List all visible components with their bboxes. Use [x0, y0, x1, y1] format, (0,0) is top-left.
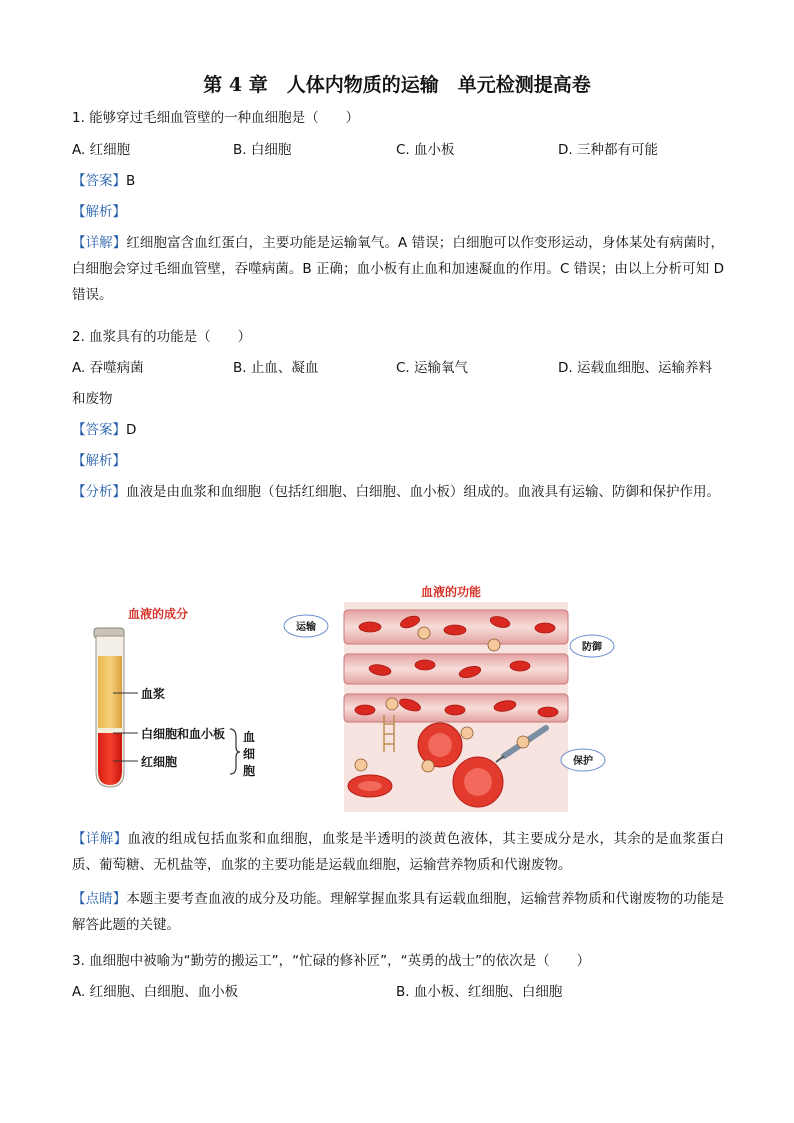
test-tube	[94, 628, 124, 787]
q2-point	[72, 886, 724, 938]
q2-analysis-tag: 【解析】	[72, 453, 126, 469]
label-blood-cells-3: 胞	[243, 764, 256, 778]
transport-label	[284, 615, 328, 637]
q2-option-a: A. 吞噬病菌	[72, 360, 144, 376]
q1-analysis-tag: 【解析】	[72, 204, 126, 220]
q2-detail-tag: 【详解】	[72, 831, 128, 847]
q2-detail	[72, 826, 724, 878]
q2-option-c: C. 运输氧气	[396, 360, 469, 376]
vessel-illustration	[344, 602, 568, 812]
label-blood-cells-1: 血	[243, 730, 256, 744]
label-rbc: 红细胞	[141, 755, 178, 769]
protect-label	[561, 749, 605, 771]
defense-label	[570, 635, 614, 657]
q3-option-b: B. 血小板、红细胞、白细胞	[396, 984, 563, 1000]
q2-fenxi-text: 血液是由血浆和血细胞（包括红细胞、白细胞、血小板）组成的。血液具有运输、防御和保护作用。	[126, 484, 720, 500]
q2-answer: D	[126, 422, 137, 438]
q1-option-d: D. 三种都有可能	[558, 142, 658, 158]
q1-option-c: C. 血小板	[396, 142, 455, 158]
q1-option-b: B. 白细胞	[233, 142, 292, 158]
q2-option-d: D. 运载血细胞、运输养料	[558, 360, 712, 376]
page-title: 第 4 章 人体内物质的运输 单元检测提高卷	[203, 74, 591, 96]
q1-detail-text: 红细胞富含血红蛋白，主要功能是运输氧气。A 错误；白细胞可以作变形运动，身体某处有病菌时，白细胞会穿过毛细血管壁，吞噬病菌。B 正确；血小板有止血和加速凝血的作用。C 错误；由以上分析可知 D 错误。	[72, 235, 724, 303]
label-protect: 保护	[573, 756, 593, 767]
right-figure-title: 血液的功能	[421, 585, 482, 599]
label-defense: 防御	[582, 642, 602, 653]
label-wbc-platelet: 白细胞和血小板	[141, 727, 226, 741]
q2-option-d-cont: 和废物	[72, 391, 113, 407]
q2-answer-tag: 【答案】	[72, 422, 126, 438]
q3-option-a: A. 红细胞、白细胞、血小板	[72, 984, 239, 1000]
q1-answer-tag: 【答案】	[72, 173, 126, 189]
blood-cells-brace	[230, 729, 240, 774]
q2-stem: 2. 血浆具有的功能是（ ）	[72, 329, 252, 345]
q2-point-tag: 【点睛】	[72, 891, 127, 907]
q2-detail-text: 血液的组成包括血浆和血细胞，血浆是半透明的淡黄色液体，其主要成分是水，其余的是血浆蛋白质、葡萄糖、无机盐等，血浆的主要功能是运载血细胞，运输营养物质和代谢废物。	[72, 831, 725, 873]
q2-fenxi-tag: 【分析】	[72, 484, 126, 500]
q1-detail-tag: 【详解】	[72, 235, 127, 251]
label-plasma: 血浆	[141, 687, 166, 701]
q3-stem: 3. 血细胞中被喻为“勤劳的搬运工”，“忙碌的修补匠”，“英勇的战士”的依次是（ ）	[72, 953, 591, 969]
q2-option-b: B. 止血、凝血	[233, 360, 319, 376]
q1-answer: B	[126, 173, 136, 189]
label-blood-cells-2: 细	[243, 747, 256, 761]
q1-option-a: A. 红细胞	[72, 142, 131, 158]
left-figure-title: 血液的成分	[128, 607, 189, 621]
q1-stem: 1. 能够穿过毛细血管壁的一种血细胞是（ ）	[72, 110, 360, 126]
q2-point-text: 本题主要考查血液的成分及功能。理解掌握血浆具有运载血细胞，运输营养物质和代谢废物的功能是解答此题的关键。	[72, 891, 725, 933]
label-transport: 运输	[296, 622, 316, 633]
